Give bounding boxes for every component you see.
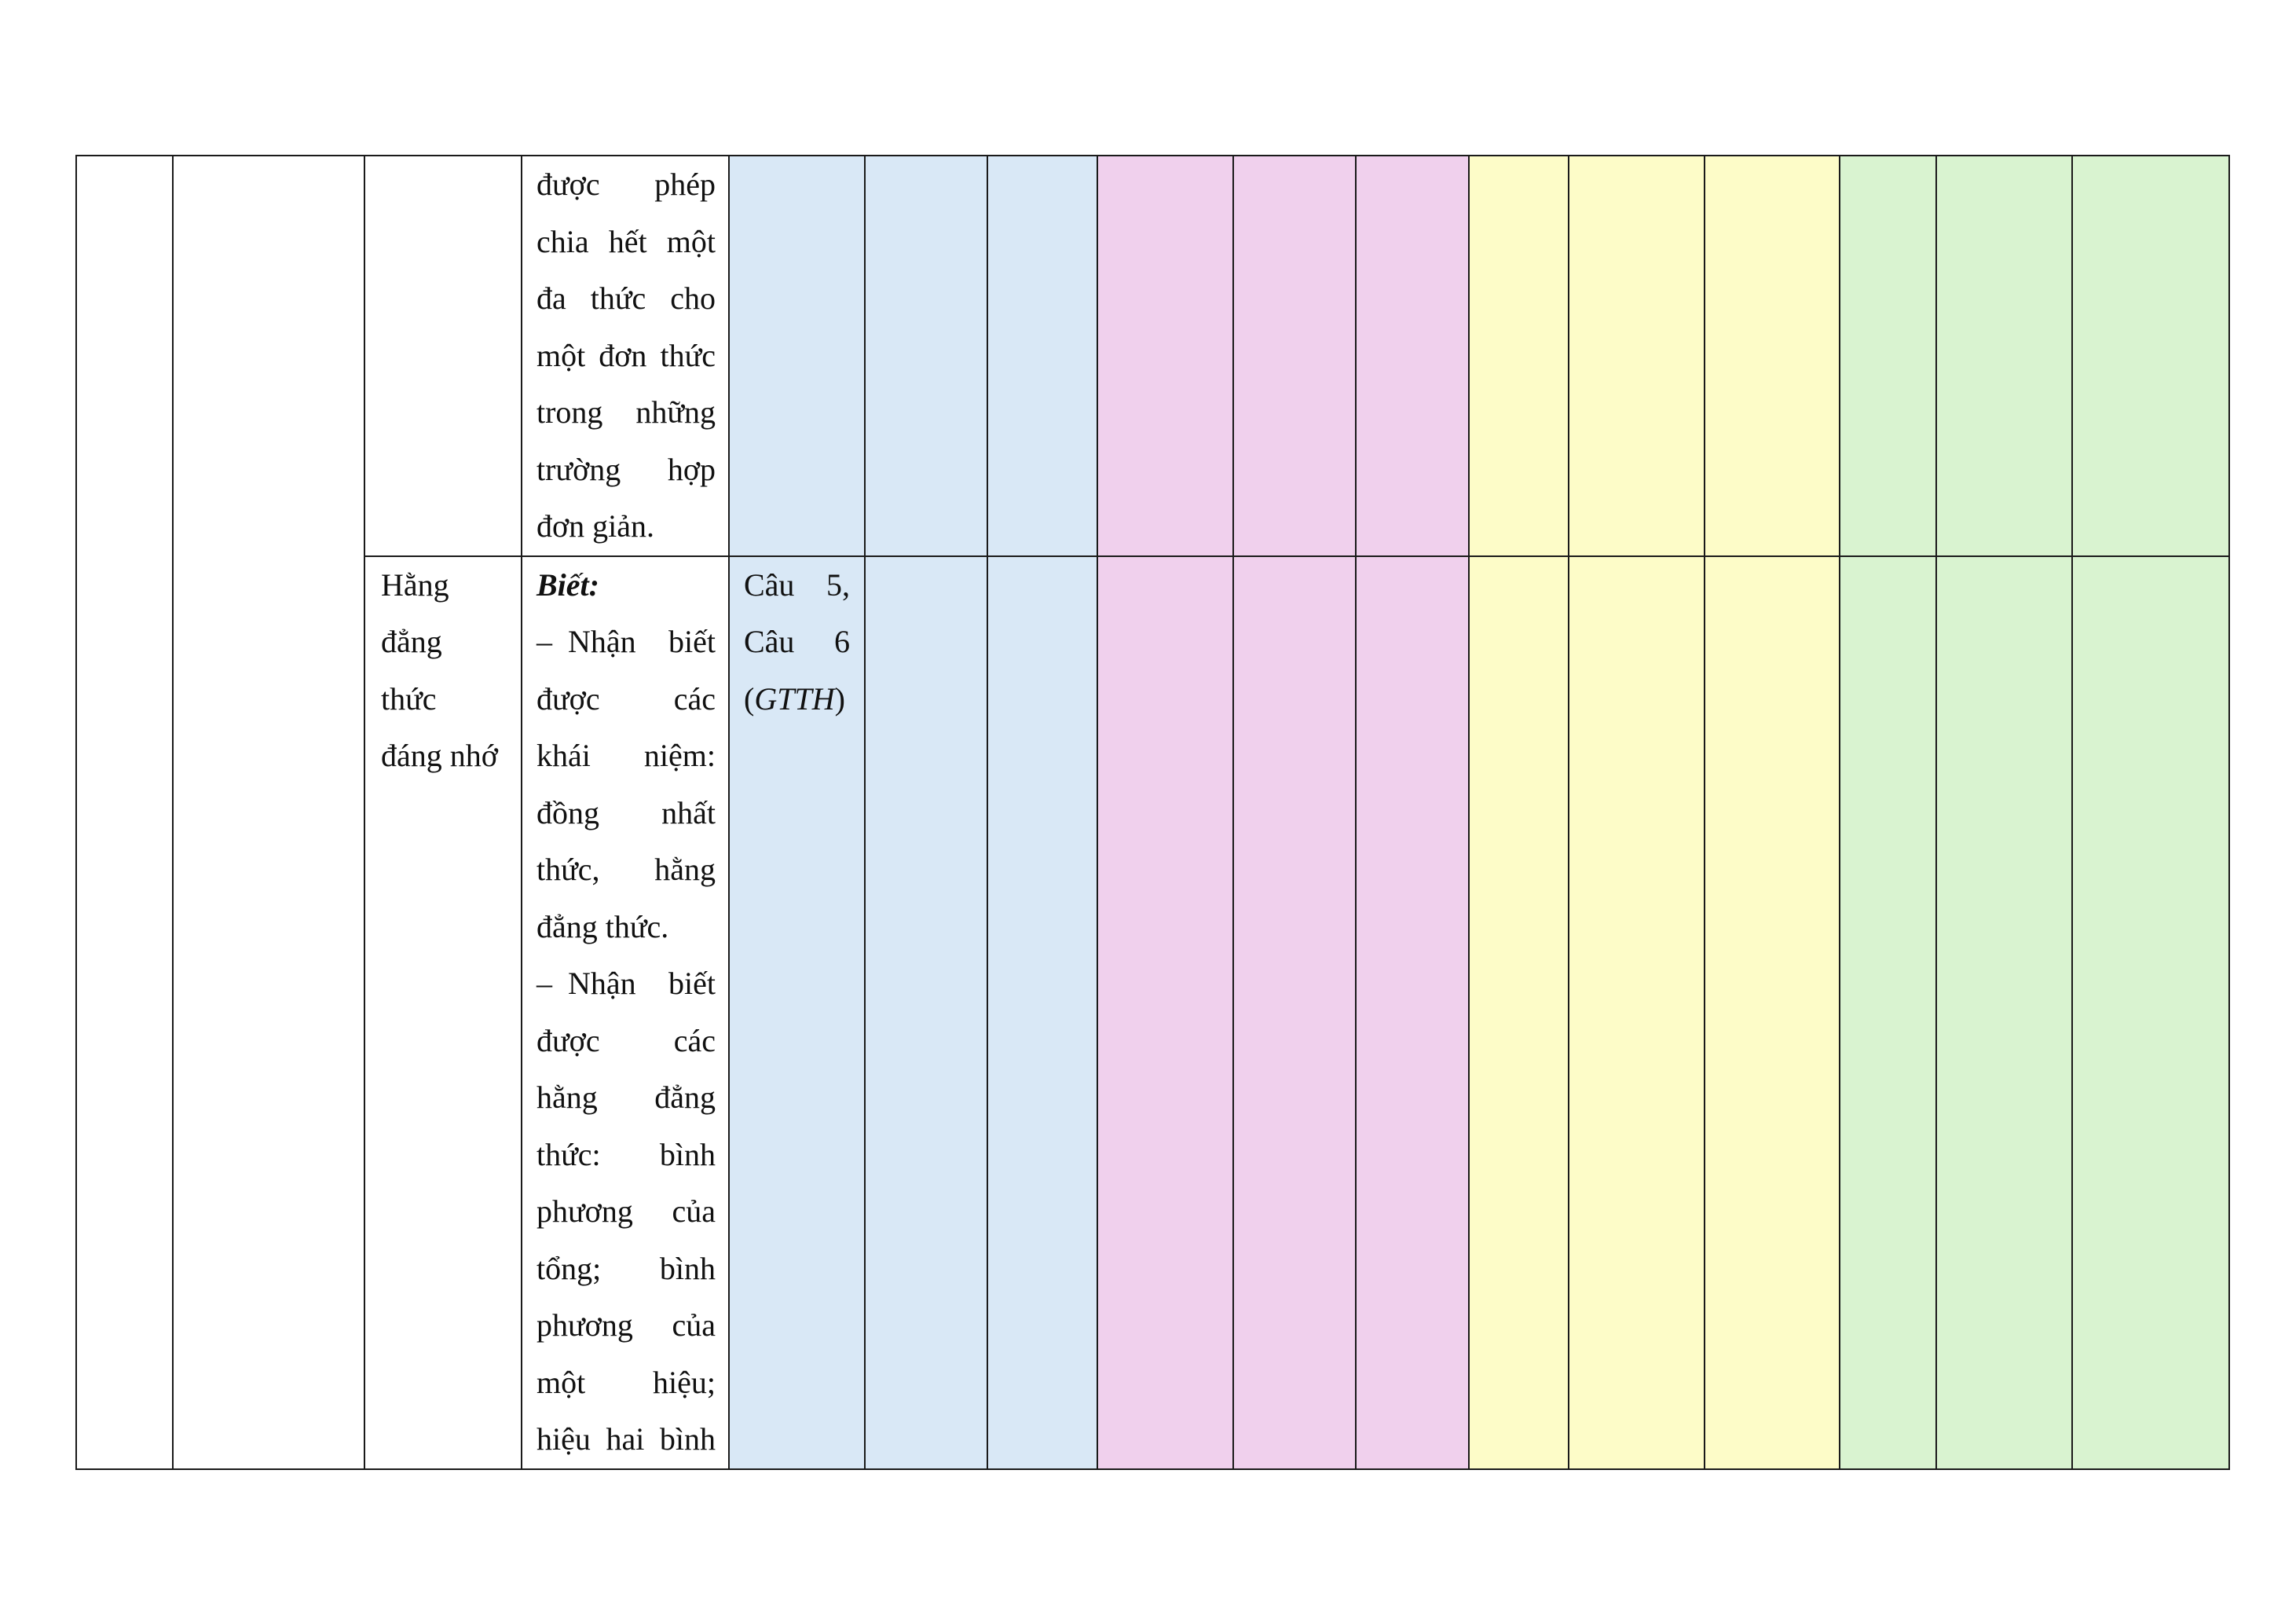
recognition-question-cell <box>729 556 865 1469</box>
text-line: đơn giản. <box>536 508 655 544</box>
high-application-cell <box>2072 556 2229 1469</box>
high-application-cell <box>1840 156 1936 556</box>
recognition-cell <box>987 556 1097 1469</box>
requirement-description-cell <box>522 556 729 1469</box>
text-line: đẳng <box>381 624 442 659</box>
text-line: phương của <box>536 1307 716 1343</box>
text-line: trong những <box>536 394 716 430</box>
application-cell <box>1569 156 1705 556</box>
text-line: trường hợp <box>536 451 716 487</box>
text-line: một hiệu; <box>536 1364 716 1400</box>
text-line: khái niệm: <box>536 738 716 773</box>
understanding-cell <box>1233 156 1356 556</box>
text-line: đáng nhớ <box>381 738 498 773</box>
application-cell <box>1469 556 1569 1469</box>
text-line: phương của <box>536 1193 716 1229</box>
chapter-cell <box>173 156 364 1469</box>
text-line: tổng; bình <box>536 1250 716 1286</box>
topic-cell <box>364 156 522 556</box>
text-line: – Nhận biết <box>536 966 716 1001</box>
text-line: hằng đẳng <box>536 1080 716 1115</box>
text-line: chia hết một <box>536 223 716 259</box>
text-line: một đơn thức <box>536 337 716 373</box>
text-line: Hằng <box>381 566 449 603</box>
level-label: Biết: <box>536 566 599 603</box>
specification-matrix-table <box>75 155 2230 1470</box>
order-number-cell <box>76 156 173 1469</box>
question-ref: Câu 6 <box>744 624 850 659</box>
high-application-cell <box>2072 156 2229 556</box>
table-row <box>76 156 2229 556</box>
table-row <box>76 556 2229 1469</box>
text-line: đa thức cho <box>536 280 716 316</box>
understanding-cell <box>1233 556 1356 1469</box>
text-line: thức, hằng <box>536 852 716 887</box>
understanding-cell <box>1097 556 1233 1469</box>
application-cell <box>1705 156 1840 556</box>
text-line: được các <box>536 1022 716 1058</box>
recognition-question-cell <box>729 156 865 556</box>
application-cell <box>1569 556 1705 1469</box>
high-application-cell <box>1936 156 2072 556</box>
text-line: đồng nhất <box>536 794 716 830</box>
recognition-cell <box>865 156 987 556</box>
text-line: – Nhận biết <box>536 624 716 659</box>
text-line: thức <box>381 680 437 717</box>
understanding-cell <box>1356 556 1469 1469</box>
understanding-cell <box>1097 156 1233 556</box>
high-application-cell <box>1936 556 2072 1469</box>
topic-cell <box>364 556 522 1469</box>
understanding-cell <box>1356 156 1469 556</box>
high-application-cell <box>1840 556 1936 1469</box>
recognition-cell <box>987 156 1097 556</box>
text-line: đẳng thức. <box>536 908 669 944</box>
text-line: thức: bình <box>536 1136 716 1172</box>
text-line: hiệu hai bình <box>536 1421 716 1457</box>
text-line: được các <box>536 680 716 717</box>
question-ref-note: (GTTH) <box>744 680 845 717</box>
application-cell <box>1705 556 1840 1469</box>
application-cell <box>1469 156 1569 556</box>
recognition-cell <box>865 556 987 1469</box>
question-ref: Câu 5, <box>744 566 850 603</box>
text-line: được phép <box>536 167 716 202</box>
requirement-description-cell <box>522 156 729 556</box>
